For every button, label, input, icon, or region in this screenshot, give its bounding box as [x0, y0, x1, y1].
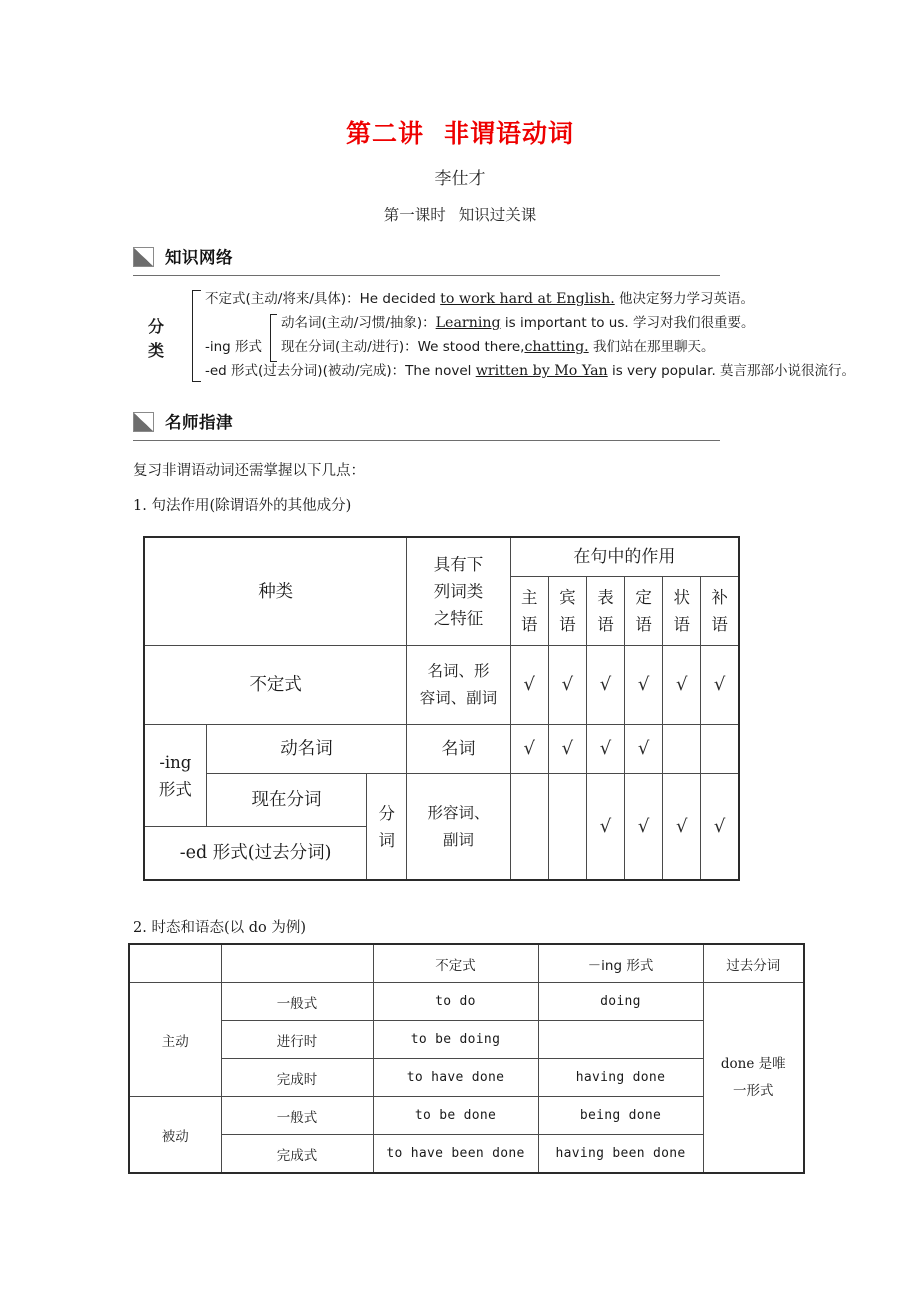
- cell-participle-object-empty: [548, 774, 586, 881]
- cell-ing-simple-passive: being done: [538, 1097, 703, 1135]
- page-title-lecture: 第二讲: [345, 119, 424, 148]
- check-gerund-predicative: √: [586, 725, 624, 774]
- section-header-knowledge-network: [133, 244, 720, 276]
- guidance-point-one: 1. 句法作用(除谓语外的其他成分): [133, 498, 352, 514]
- cell-aspect-perfect-active: 完成时: [221, 1059, 373, 1097]
- page-title-topic: 非谓语动词: [444, 119, 575, 148]
- classification-row-infinitive: 不定式(主动/将来/具体)：He decided to work hard at English. 他决定努力学习英语。: [205, 291, 755, 307]
- check-infinitive-object: √: [548, 646, 586, 725]
- tense-voice-table: [128, 943, 805, 1174]
- th-past-participle: 过去分词: [703, 944, 804, 983]
- check-gerund-subject: √: [510, 725, 548, 774]
- guidance-point-two: 2. 时态和语态(以 do 为例): [133, 920, 306, 936]
- table-row-gerund: [144, 725, 739, 774]
- th-empty-aspect: [221, 944, 373, 983]
- guidance-intro-text: 复习非谓语动词还需掌握以下几点：: [133, 463, 365, 479]
- th-ing-form: －ing 形式: [538, 944, 703, 983]
- classification-label-ing: -ing 形式: [205, 339, 263, 355]
- section-title-teacher-guidance: 名师指津: [165, 413, 233, 432]
- cell-kind-present-participle: 现在分词: [206, 774, 367, 827]
- check-participle-complement: √: [701, 774, 739, 881]
- th-function-in-sentence: 在句中的作用: [510, 537, 739, 577]
- cell-infinitive-simple-passive: to be done: [373, 1097, 538, 1135]
- cell-aspect-simple-active: 一般式: [221, 983, 373, 1021]
- th-role-attributive: 定 语: [625, 577, 663, 646]
- table-row-active-perfect: [129, 1059, 804, 1097]
- section-header-teacher-guidance: [133, 409, 720, 441]
- section-title-knowledge-network: 知识网络: [165, 248, 233, 267]
- th-role-complement: 补 语: [701, 577, 739, 646]
- th-role-subject: 主 语: [510, 577, 548, 646]
- th-role-adverbial: 状 语: [663, 577, 701, 646]
- table-row-passive-simple: [129, 1097, 804, 1135]
- cell-ing-simple-active: doing: [538, 983, 703, 1021]
- lesson-type: 知识过关课: [458, 206, 537, 224]
- classification-label: 分类: [148, 317, 165, 360]
- author-name: 李仕才: [434, 169, 486, 189]
- gradient-square-icon: [133, 247, 154, 267]
- cell-participle-subject-empty: [510, 774, 548, 881]
- check-infinitive-adverbial: √: [663, 646, 701, 725]
- check-infinitive-predicative: √: [586, 646, 624, 725]
- check-gerund-object: √: [548, 725, 586, 774]
- cell-infinitive-progressive-active: to be doing: [373, 1021, 538, 1059]
- cell-infinitive-simple-active: to do: [373, 983, 538, 1021]
- classification-row-ed-form: -ed 形式(过去分词)(被动/完成)：The novel written by Mo Yan is very popular. 莫言那部小说很流行。: [205, 363, 856, 379]
- check-infinitive-subject: √: [510, 646, 548, 725]
- section-divider: [133, 440, 720, 441]
- cell-ing-perfect-passive: having been done: [538, 1135, 703, 1174]
- cell-word-class-gerund: 名词: [407, 725, 510, 774]
- cell-past-participle-note: done 是唯 一形式: [703, 983, 804, 1174]
- table-row-active-simple: [129, 983, 804, 1021]
- cell-kind-gerund: 动名词: [206, 725, 407, 774]
- cell-ing-progressive-active: [538, 1021, 703, 1059]
- brace-inner: [270, 314, 277, 362]
- cell-word-class-participle: 形容词、 副词: [407, 774, 510, 881]
- cell-infinitive-perfect-active: to have done: [373, 1059, 538, 1097]
- gradient-square-icon: [133, 412, 154, 432]
- th-word-class: 具有下 列词类 之特征: [407, 537, 510, 646]
- cell-participle-label: 分 词: [367, 774, 407, 881]
- cell-voice-passive: 被动: [129, 1097, 221, 1174]
- cell-aspect-progressive-active: 进行时: [221, 1021, 373, 1059]
- th-role-predicative: 表 语: [586, 577, 624, 646]
- check-infinitive-attributive: √: [625, 646, 663, 725]
- brace-outer: [192, 290, 201, 382]
- table-row-present-participle: [144, 774, 739, 827]
- cell-voice-active: 主动: [129, 983, 221, 1097]
- check-participle-attributive: √: [625, 774, 663, 881]
- cell-infinitive-perfect-passive: to have been done: [373, 1135, 538, 1174]
- lesson-period: 第一课时: [383, 206, 446, 224]
- cell-group-ing-form: -ing 形式: [144, 725, 206, 827]
- cell-word-class-infinitive: 名词、形 容词、副词: [407, 646, 510, 725]
- check-infinitive-complement: √: [701, 646, 739, 725]
- check-gerund-attributive: √: [625, 725, 663, 774]
- lesson-subtitle: [0, 203, 920, 225]
- th-role-object: 宾 语: [548, 577, 586, 646]
- cell-aspect-perfect-passive: 完成式: [221, 1135, 373, 1174]
- cell-kind-infinitive: 不定式: [144, 646, 407, 725]
- classification-row-gerund: 动名词(主动/习惯/抽象)：Learning is important to us. 学习对我们很重要。: [281, 315, 755, 331]
- cell-kind-ed-form: -ed 形式(过去分词): [144, 827, 367, 881]
- check-participle-adverbial: √: [663, 774, 701, 881]
- table-row-passive-perfect: [129, 1135, 804, 1174]
- cell-gerund-complement-empty: [701, 725, 739, 774]
- cell-aspect-simple-passive: 一般式: [221, 1097, 373, 1135]
- page-title: [0, 114, 920, 150]
- classification-row-present-participle: 现在分词(主动/进行)：We stood there,chatting. 我们站在那里聊天。: [281, 339, 715, 355]
- table-row-active-progressive: [129, 1021, 804, 1059]
- th-infinitive: 不定式: [373, 944, 538, 983]
- cell-gerund-adverbial-empty: [663, 725, 701, 774]
- th-kind: 种类: [144, 537, 407, 646]
- cell-ing-perfect-active: having done: [538, 1059, 703, 1097]
- section-divider: [133, 275, 720, 276]
- check-participle-predicative: √: [586, 774, 624, 881]
- th-empty-voice: [129, 944, 221, 983]
- table-row-header-top: [144, 537, 739, 577]
- table-row-header: [129, 944, 804, 983]
- syntactic-roles-table: [143, 536, 740, 881]
- table-row-infinitive: [144, 646, 739, 725]
